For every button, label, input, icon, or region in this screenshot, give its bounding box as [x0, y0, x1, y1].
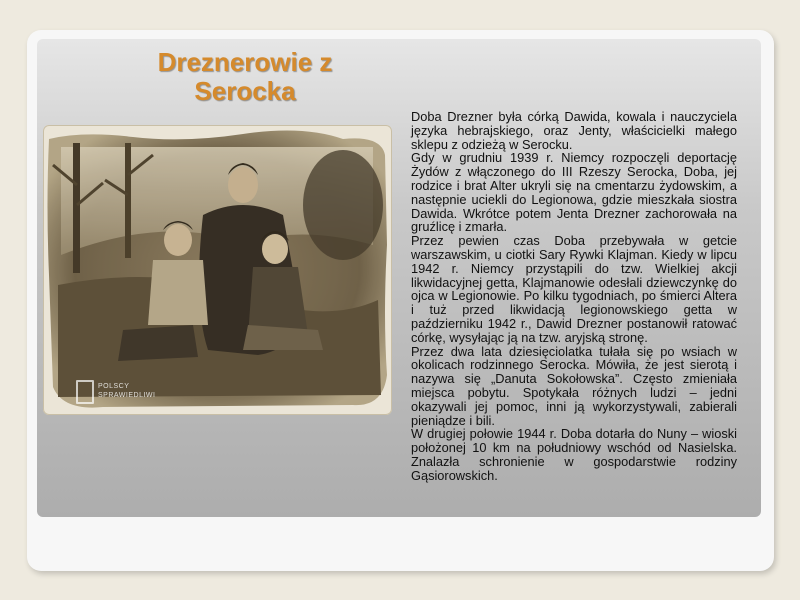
paragraph: Doba Drezner była córką Dawida, kowala i nauczyciela języka hebrajskiego, oraz Jenty, właścicielki małego sklepu z odzieżą w Serocku.: [411, 109, 737, 152]
watermark-line-2: SPRAWIEDLIWI: [98, 392, 156, 399]
polscy-sprawiedliwi-logo-icon: [76, 380, 94, 404]
watermark-line-1: POLSCY: [98, 383, 130, 390]
slide-title: [110, 48, 380, 106]
family-photo-image: [43, 125, 392, 415]
paragraph: Przez pewien czas Doba przebywała w getcie warszawskim, u ciotki Sary Rywki Klajman. Kiedy w lipcu 1942 r. Niemcy przystąpili do tzw. Wielkiej akcji likwidacyjnej getta, Klajmanowie odesłali dziewczynkę do ojca w Legionowie. Po kilku tygodniach, po śmierci Altera i tuż przed likwidacją legionowskiego getta w październiku 1942 r., Dawid Drezner postanowił ratować córkę, wysyłając ją na tzw. aryjską stronę.: [411, 233, 737, 345]
family-photo: [43, 125, 392, 415]
photo-watermark: [70, 380, 180, 404]
slide-body-text: [411, 110, 737, 483]
slide-title-line-2: Serocka: [194, 76, 296, 106]
paragraph: W drugiej połowie 1944 r. Doba dotarła do Nuny – wioski położonej 10 km na południowy wschód od Nasielska. Znalazła schronienie w gospodarstwie rodziny Gąsiorowskich.: [411, 426, 737, 483]
paragraph: Gdy w grudniu 1939 r. Niemcy rozpoczęli deportację Żydów z włączonego do III Rzeszy Serocka, Doba, jej rodzice i brat Alter ukryli się na cmentarzu żydowskim, a następnie uciekli do Legionowa, gdzie mieszkała siostra Dawida. Wkrótce potem Jenta Drezner zachorowała na gruźlicę i zmarła.: [411, 150, 737, 235]
slide-title-line-1: Dreznerowie z: [157, 47, 333, 77]
paragraph: Przez dwa lata dziesięciolatka tułała się po wsiach w okolicach rodzinnego Serocka. Mówiła, że jest sierotą i nazywa się „Danuta Sokołowska”. Często zmieniała miejsca pobytu. Spotykała różnych ludzi – jedni okazywali jej pomoc, inni ją wykorzystywali, zabierali pieniądze i bili.: [411, 343, 737, 428]
watermark-text: [98, 382, 155, 400]
